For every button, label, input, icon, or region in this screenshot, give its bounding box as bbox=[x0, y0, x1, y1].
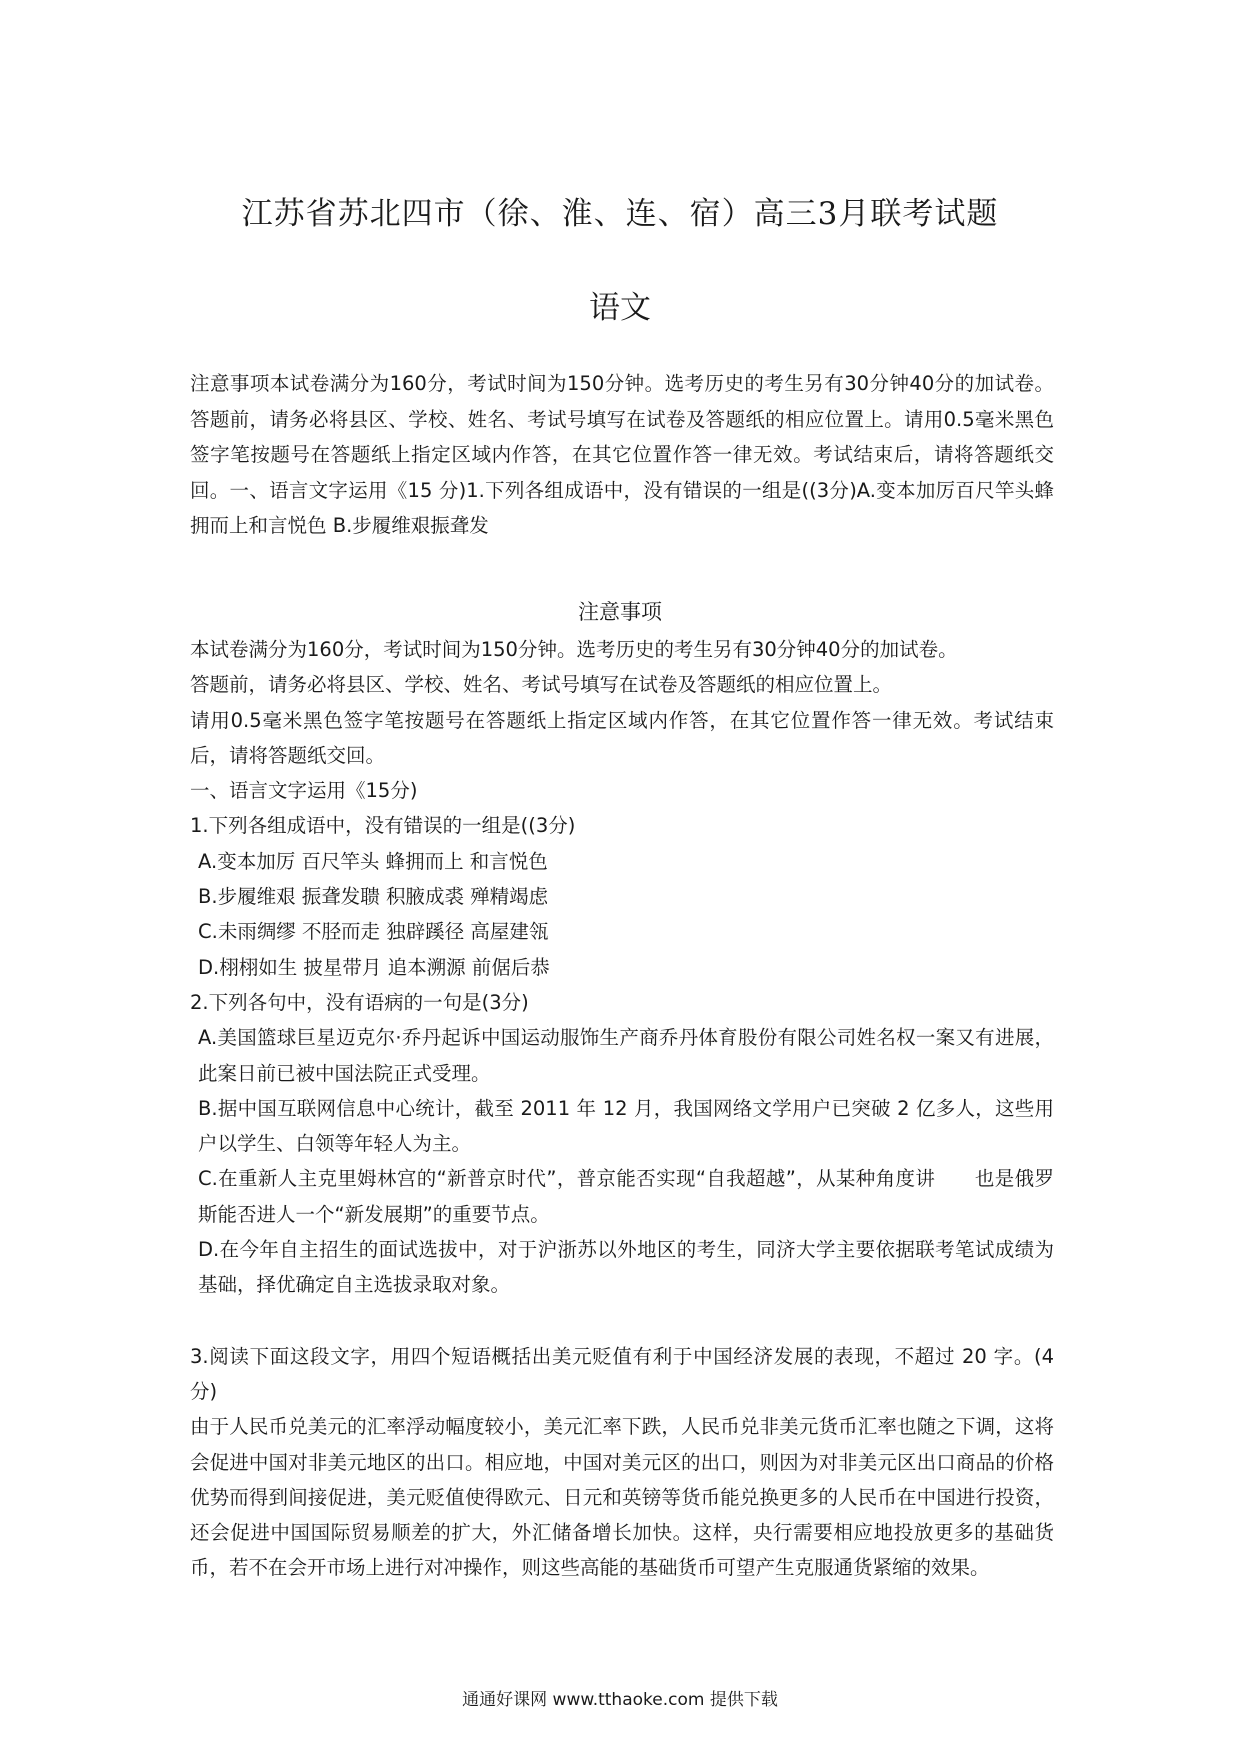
notice-line-2: 答题前，请务必将县区、学校、姓名、考试号填写在试卷及答题纸的相应位置上。 bbox=[190, 673, 893, 697]
notice-line-1: 本试卷满分为160分，考试时间为150分钟。选考历史的考生另有30分钟40分的加试卷。 bbox=[190, 638, 958, 661]
spacer bbox=[190, 1303, 1054, 1339]
question-2-option-d: D.在今年自主招生的面试选拔中，对于沪浙苏以外地区的考生，同济大学主要依据联考笔试成绩为基础，择优确定自主选拔录取对象。 bbox=[198, 1238, 1054, 1297]
document-title: 江苏省苏北四市（徐、淮、连、宿）高三3月联考试题 bbox=[241, 196, 999, 232]
question-2-stem: 2.下列各句中，没有语病的一句是(3分) bbox=[190, 990, 529, 1014]
question-1-option-a: A.变本加厉 百尺竿头 蜂拥而上 和言悦色 bbox=[198, 849, 548, 873]
exam-body bbox=[190, 632, 1054, 1586]
section-heading: 一、语言文字运用《15分) bbox=[190, 779, 418, 803]
question-2-option-c: C.在重新人主克里姆林宫的“新普京时代”，普京能否实现“自我超越”，从某种角度讲 也是俄罗斯能否进人一个“新发展期”的重要节点。 bbox=[198, 1167, 1054, 1226]
question-2-option-b: B.据中国互联网信息中心统计，截至 2011 年 12 月，我国网络文学用户已突破 2 亿多人，这些用户以学生、白领等年轻人为主。 bbox=[198, 1096, 1054, 1156]
question-3-stem: 3.阅读下面这段文字，用四个短语概括出美元贬值有利于中国经济发展的表现，不超过 20 字。(4 分) bbox=[190, 1344, 1054, 1403]
question-2-option-a: A.美国篮球巨星迈克尔·乔丹起诉中国运动服饰生产商乔丹体育股份有限公司姓名权一案又有进展，此案日前已被中国法院正式受理。 bbox=[198, 1026, 1054, 1085]
question-1-option-d: D.栩栩如生 披星带月 追本溯源 前倨后恭 bbox=[198, 955, 550, 979]
summary-paragraph: 注意事项本试卷满分为160分，考试时间为150分钟。选考历史的考生另有30分钟40分的加试卷。答题前，请务必将县区、学校、姓名、考试号填写在试卷及答题纸的相应位置上。请用0.5毫米黑色签字笔按题号在答题纸上指定区域内作答，在其它位置作答一律无效。考试结束后，请将答题纸交回。一、语言文字运用《15 分)1.下列各组成语中，没有错误的一组是((3分)A.变本加厉百尺竿头蜂拥而上和言悦色 B.步履维艰振聋发 bbox=[190, 372, 1054, 537]
question-3-passage: 由于人民币兑美元的汇率浮动幅度较小，美元汇率下跌，人民币兑非美元货币汇率也随之下调，这将会促进中国对非美元地区的出口。相应地，中国对美元区的出口，则因为对非美元区出口商品的价格优势而得到间接促进，美元贬值使得欧元、日元和英镑等货币能兑换更多的人民币在中国进行投资，还会促进中国国际贸易顺差的扩大，外汇储备增长加快。这样，央行需要相应地投放更多的基础货币，若不在会开市场上进行对冲操作，则这些高能的基础货币可望产生克服通货紧缩的效果。 bbox=[190, 1415, 1054, 1580]
question-1-option-b: B.步履维艰 振聋发聩 积腋成裘 殚精竭虑 bbox=[198, 885, 549, 909]
question-1-option-c: C.未雨绸缪 不胫而走 独辟蹊径 高屋建瓴 bbox=[198, 920, 549, 944]
notice-heading: 注意事项 bbox=[578, 600, 662, 624]
notice-line-3: 请用0.5毫米黑色签字笔按题号在答题纸上指定区域内作答，在其它位置作答一律无效。考试结束后，请将答题纸交回。 bbox=[190, 708, 1054, 767]
subject-title: 语文 bbox=[589, 290, 651, 326]
question-1-stem: 1.下列各组成语中，没有错误的一组是((3分) bbox=[190, 814, 576, 838]
footer-source: 通通好课网 www.tthaoke.com 提供下载 bbox=[462, 1690, 778, 1710]
